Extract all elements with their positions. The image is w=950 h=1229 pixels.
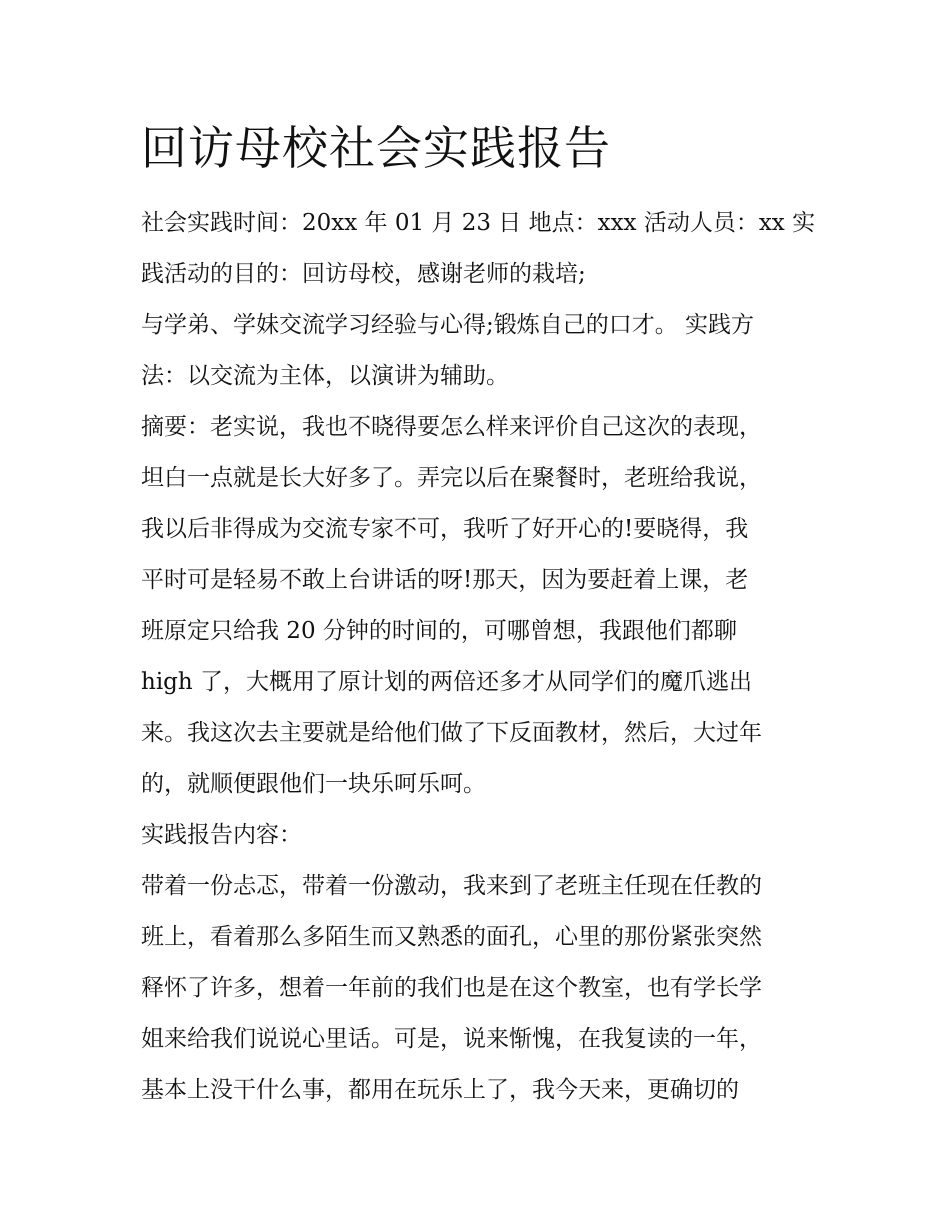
body-line: 社会实践时间：20xx 年 01 月 23 日 地点：xxx 活动人员：xx 实 xyxy=(141,210,816,236)
body-line: 坦白一点就是长大好多了。弄完以后在聚餐时，老班给我说， xyxy=(141,465,762,491)
body-line: high 了，大概用了原计划的两倍还多才从同学们的魔爪逃出 xyxy=(141,669,753,695)
body-line: 与学弟、学妹交流学习经验与心得;锻炼自己的口才。 实践方 xyxy=(141,312,755,338)
body-line: 释怀了许多，想着一年前的我们也是在这个教室，也有学长学 xyxy=(141,975,762,1001)
body-line: 姐来给我们说说心里话。可是，说来惭愧，在我复读的一年， xyxy=(141,1026,762,1052)
section-heading: 实践报告内容： xyxy=(141,822,302,848)
body-line: 我以后非得成为交流专家不可，我听了好开心的!要晓得，我 xyxy=(141,516,749,542)
body-line: 平时可是轻易不敢上台讲话的呀!那天，因为要赶着上课，老 xyxy=(141,567,749,593)
body-line: 法：以交流为主体，以演讲为辅助。 xyxy=(141,363,509,389)
body-line: 践活动的目的：回访母校，感谢老师的栽培; xyxy=(141,261,586,287)
document-body xyxy=(141,198,821,1116)
body-line: 来。我这次去主要就是给他们做了下反面教材，然后，大过年 xyxy=(141,720,762,746)
body-line: 带着一份忐忑，带着一份激动，我来到了老班主任现在任教的 xyxy=(141,873,762,899)
body-line: 摘要：老实说，我也不晓得要怎么样来评价自己这次的表现， xyxy=(141,414,762,440)
document-title: 回访母校社会实践报告 xyxy=(141,121,611,175)
body-line: 班上，看着那么多陌生而又熟悉的面孔，心里的那份紧张突然 xyxy=(141,924,762,950)
body-line: 班原定只给我 20 分钟的时间的，可哪曾想，我跟他们都聊 xyxy=(141,618,737,644)
body-line: 的，就顺便跟他们一块乐呵乐呵。 xyxy=(141,771,486,797)
body-line: 基本上没干什么事，都用在玩乐上了，我今天来，更确切的 xyxy=(141,1077,739,1103)
